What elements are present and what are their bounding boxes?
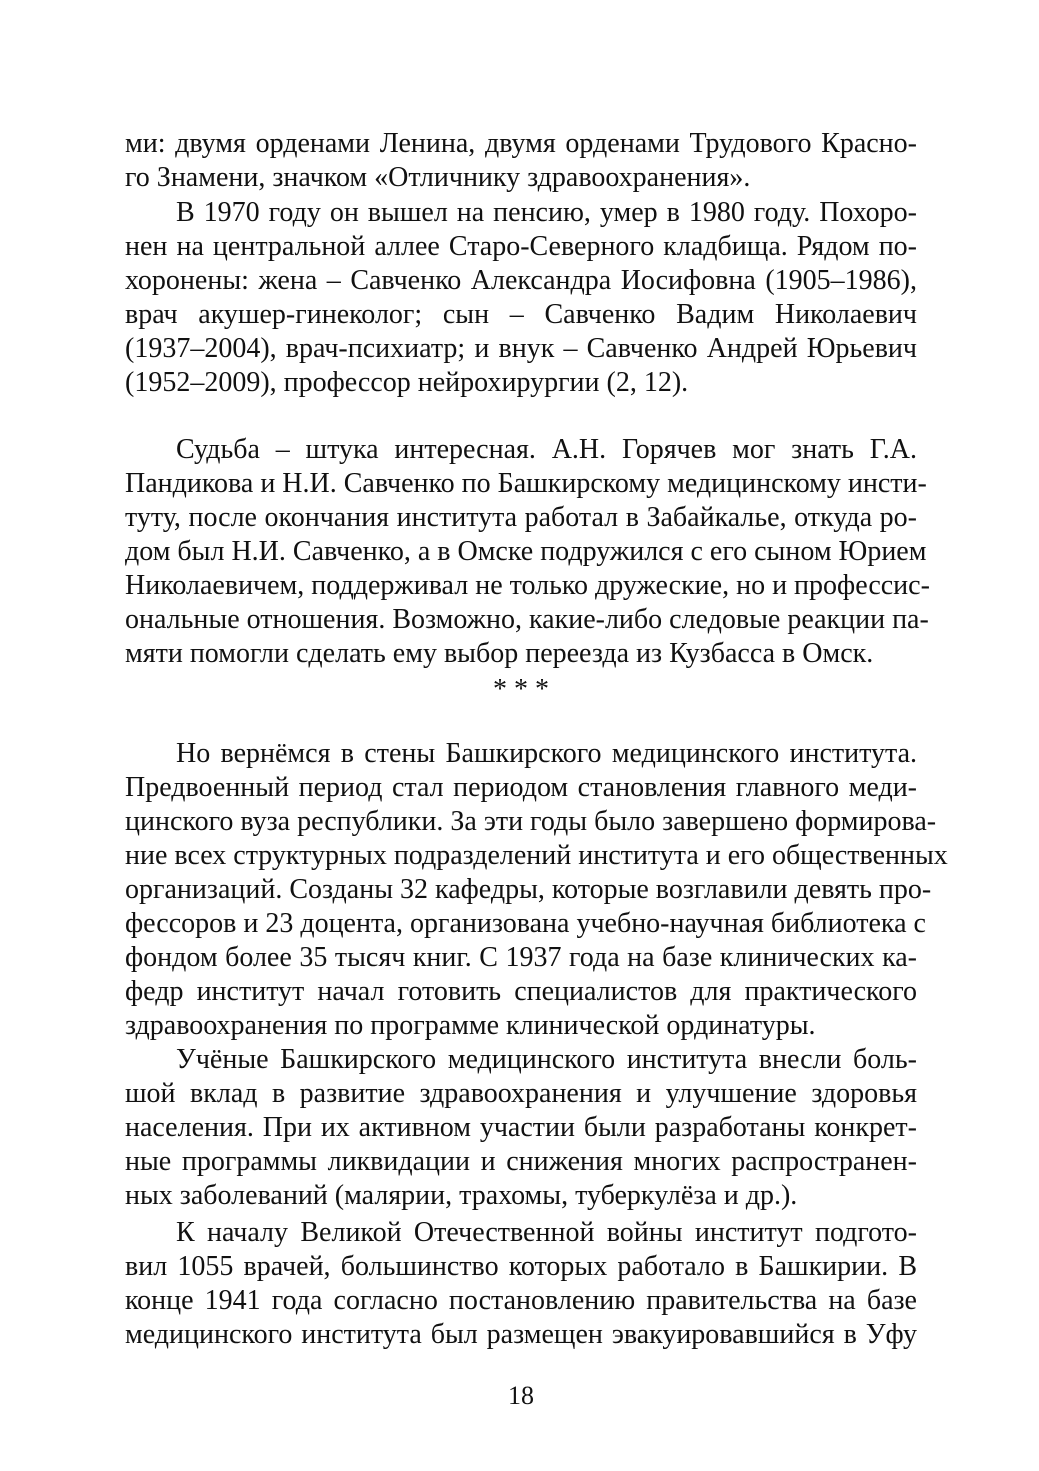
text-line: туту, после окончания института работал в Забайкалье, откуда ро-: [125, 502, 917, 533]
text-line: хоронены: жена – Савченко Александра Иосифовна (1905–1986),: [125, 265, 917, 296]
text-line: вил 1055 врачей, большинство которых работало в Башкирии. В: [125, 1251, 917, 1282]
text-line: (1952–2009), профессор нейрохирургии (2, 12).: [125, 367, 689, 398]
text-line: мяти помогли сделать ему выбор переезда из Кузбасса в Омск.: [125, 638, 874, 669]
text-line: нен на центральной аллее Старо-Северного кладбища. Рядом по-: [125, 231, 917, 262]
text-line: медицинского института был размещен эвакуировавшийся в Уфу: [125, 1319, 917, 1350]
text-line: Пандикова и Н.И. Савченко по Башкирскому медицинскому инсти-: [125, 468, 927, 499]
text-line: Николаевичем, поддерживал не только дружеские, но и профессис-: [125, 570, 930, 601]
text-line: К началу Великой Отечественной войны институт подгото-: [176, 1217, 917, 1248]
text-line: врач акушер-гинеколог; сын – Савченко Вадим Николаевич: [125, 299, 917, 330]
text-line: конце 1941 года согласно постановлению правительства на базе: [125, 1285, 917, 1316]
text-line: здравоохранения по программе клинической ординатуры.: [125, 1010, 816, 1041]
text-line: дом был Н.И. Савченко, а в Омске подружился с его сыном Юрием: [125, 536, 927, 567]
text-line: го Знамени, значком «Отличнику здравоохранения».: [125, 162, 751, 193]
text-line: организаций. Созданы 32 кафедры, которые возглавили девять про-: [125, 874, 932, 905]
text-line: В 1970 году он вышел на пенсию, умер в 1980 году. Похоро-: [176, 197, 917, 228]
text-line: цинского вуза республики. За эти годы было завершено формирова-: [125, 806, 937, 837]
text-line: Учёные Башкирского медицинского института внесли боль-: [176, 1044, 917, 1075]
text-line: фессоров и 23 доцента, организована учебно-научная библиотека с: [125, 908, 926, 939]
text-line: ных заболеваний (малярии, трахомы, туберкулёза и др.).: [125, 1180, 798, 1211]
text-line: населения. При их активном участии были разработаны конкрет-: [125, 1112, 917, 1143]
text-line: ные программы ликвидации и снижения многих распространен-: [125, 1146, 917, 1177]
text-line: шой вклад в развитие здравоохранения и улучшение здоровья: [125, 1078, 917, 1109]
text-line: ние всех структурных подразделений института и его общественных: [125, 840, 948, 871]
text-line: фондом более 35 тысяч книг. С 1937 года на базе клинических ка-: [125, 942, 917, 973]
text-line: ми: двумя орденами Ленина, двумя орденами Трудового Красно-: [125, 128, 917, 159]
section-separator: * * *: [493, 674, 549, 705]
text-line: ональные отношения. Возможно, какие-либо следовые реакции па-: [125, 604, 929, 635]
book-page: [125, 0, 948, 1471]
text-line: Судьба – штука интересная. А.Н. Горячев мог знать Г.А.: [176, 434, 917, 465]
page-number: 18: [508, 1381, 534, 1410]
text-line: Предвоенный период стал периодом становления главного меди-: [125, 772, 917, 803]
text-line: (1937–2004), врач-психиатр; и внук – Савченко Андрей Юрьевич: [125, 333, 917, 364]
text-line: федр институт начал готовить специалистов для практического: [125, 976, 917, 1007]
text-line: Но вернёмся в стены Башкирского медицинского института.: [176, 738, 917, 769]
